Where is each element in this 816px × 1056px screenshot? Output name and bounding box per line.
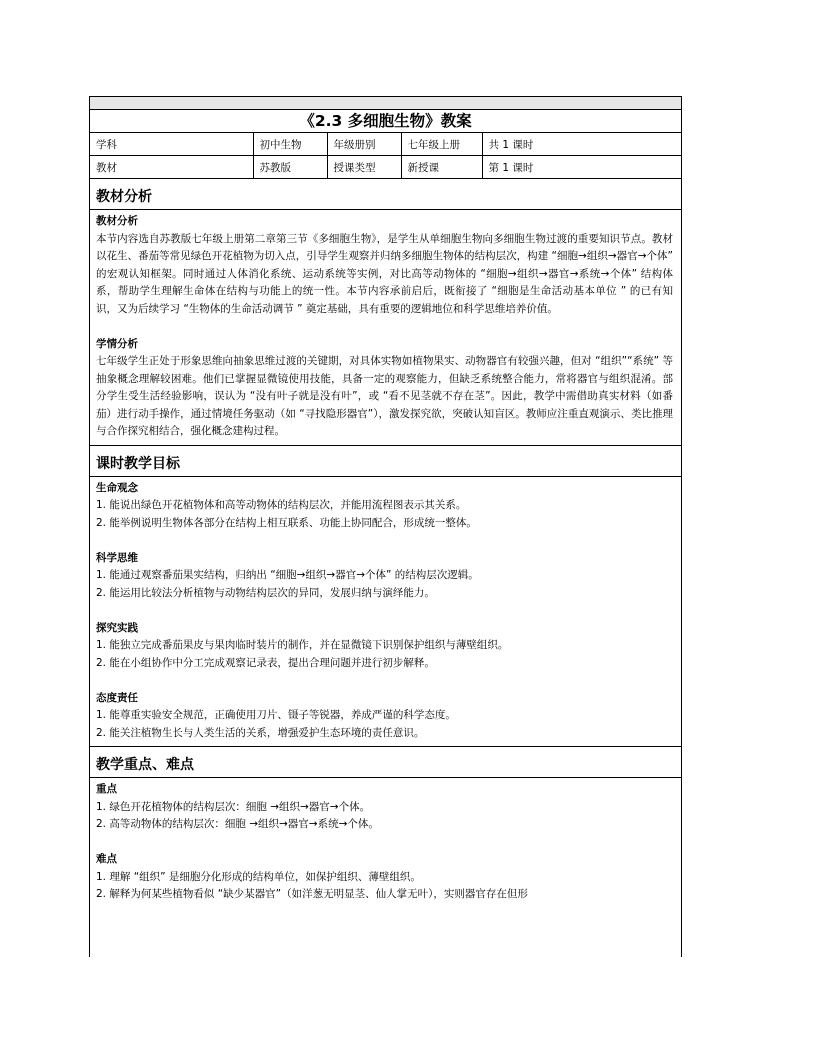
meta-row <box>90 156 681 179</box>
list-item: 1. 绿色开花植物体的结构层次：细胞 →组织→器官→个体。 <box>96 800 371 813</box>
meta-cell: 初中生物 <box>253 133 327 156</box>
subheading: 教材分析 <box>96 215 138 227</box>
meta-cell: 共 1 课时 <box>482 133 681 156</box>
list-item: 2. 能运用比较法分析植物与动物结构层次的异同，发展归纳与演绎能力。 <box>96 586 435 599</box>
list-item: 2. 能关注植物生长与人类生活的关系，增强爱护生态环境的责任意识。 <box>96 726 425 739</box>
meta-cell: 新授课 <box>401 156 482 179</box>
meta-cell: 学科 <box>90 133 253 156</box>
section-body-goals <box>90 477 681 748</box>
document-title: 《2.3 多细胞生物》教案 <box>90 110 681 133</box>
list-item: 2. 能举例说明生物体各部分在结构上相互联系、功能上协同配合，形成统一整体。 <box>96 516 477 529</box>
list-item: 2. 能在小组协作中分工完成观察记录表，提出合理问题并进行初步解释。 <box>96 656 435 669</box>
subheading: 生命观念 <box>96 481 138 494</box>
meta-cell: 教材 <box>90 156 253 179</box>
meta-cell: 第 1 课时 <box>482 156 681 179</box>
section-body-analysis <box>90 210 681 446</box>
subheading: 难点 <box>96 853 117 865</box>
list-item: 1. 能独立完成番茄果皮与果肉临时装片的制作，并在显微镜下识别保护组织与薄壁组织。 <box>96 639 509 651</box>
meta-cell: 七年级上册 <box>401 133 482 156</box>
section-body-focus <box>90 778 681 908</box>
header-band <box>90 97 681 110</box>
meta-cell: 年级册别 <box>327 133 401 156</box>
list-item: 1. 理解 “组织” 是细胞分化形成的结构单位，如保护组织、薄壁组织。 <box>96 870 421 883</box>
paragraph: 七年级学生正处于形象思维向抽象思维过渡的关键期，对具体实物如植物果实、动物器官有较强兴趣，但对 “组织”“系统” 等抽象概念理解较困难。他们已掌握显微镜使用技能，具备一定的观察能力，但缺乏系统整合能力，常将器官与组织混淆。部分学生受生活经验影响，误认为 “没有叶子就是没有叶”，或 “看不见茎就不存在茎”。因此，教学中需借助真实材料（如番茄）进行动手操作，通过情境任务驱动（如 “寻找隐形器官”），激发探究欲，突破认知盲区。教师应注重直观演示、类比推理与合作探究相结合，强化概念建构过程。 <box>96 355 673 437</box>
meta-table <box>90 133 681 179</box>
section-heading-goals: 课时教学目标 <box>90 446 681 477</box>
list-item: 2. 高等动物体的结构层次：细胞 →组织→器官→系统→个体。 <box>96 818 379 830</box>
meta-cell: 授课类型 <box>327 156 401 179</box>
subheading: 探究实践 <box>96 621 138 634</box>
list-item: 2. 解释为何某些植物看似 “缺少某器官”（如洋葱无明显茎、仙人掌无叶），实则器官存在但形 <box>96 888 528 900</box>
lesson-plan-page <box>89 96 682 957</box>
list-item: 1. 能说出绿色开花植物体和高等动物体的结构层次，并能用流程图表示其关系。 <box>96 499 467 511</box>
section-heading-focus: 教学重点、难点 <box>90 747 681 778</box>
list-item: 1. 能尊重实验安全规范，正确使用刀片、镊子等锐器，养成严谨的科学态度。 <box>96 709 456 721</box>
section-heading-analysis: 教材分析 <box>90 179 681 210</box>
meta-row <box>90 133 681 156</box>
paragraph: 本节内容选自苏教版七年级上册第二章第三节《多细胞生物》，是学生从单细胞生物向多细胞生物过渡的重要知识节点。教材以花生、番茄等常见绿色开花植物为切入点，引导学生观察并归纳多细胞生物体的结构层次，构建 “细胞→组织→器官→个体” 的宏观认知框架。同时通过人体消化系统、运动系统等实例，对比高等动物体的 “细胞→组织→器官→系统→个体” 结构体系，帮助学生理解生命体在结构与功能上的统一性。本节内容承前启后，既衔接了 “细胞是生命活动基本单位 ” 的已有知识，又为后续学习 “生物体的生命活动调节 ” 奠定基础，具有重要的逻辑地位和科学思维培养价值。 <box>96 232 673 315</box>
meta-cell: 苏教版 <box>253 156 327 179</box>
subheading: 科学思维 <box>96 551 138 564</box>
list-item: 1. 能通过观察番茄果实结构，归纳出 “细胞→组织→器官→个体” 的结构层次逻辑。 <box>96 569 479 581</box>
subheading: 态度责任 <box>96 691 138 704</box>
subheading: 学情分析 <box>96 337 138 350</box>
subheading: 重点 <box>96 783 117 795</box>
